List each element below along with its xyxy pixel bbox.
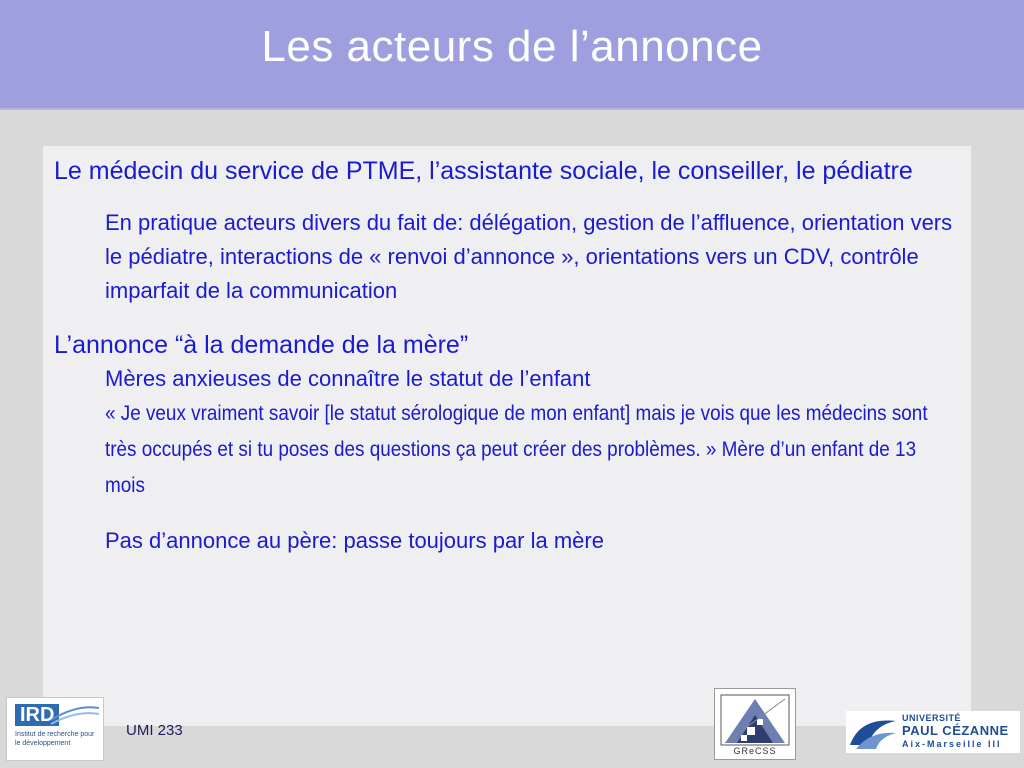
paragraph-actors: Le médecin du service de PTME, l’assistante sociale, le conseiller, le pédiatre bbox=[54, 157, 913, 185]
footer-umi: UMI 233 bbox=[126, 722, 183, 739]
upc-logo bbox=[846, 711, 1020, 753]
paragraph-mother-request: L’annonce “à la demande de la mère” bbox=[54, 331, 469, 359]
slide-title: Les acteurs de l’annonce bbox=[261, 22, 763, 71]
upc-logo-line2: PAUL CÉZANNE bbox=[902, 723, 1009, 738]
ird-logo bbox=[6, 697, 104, 761]
ird-logo-subtitle: Institut de recherche pour le développement bbox=[15, 731, 95, 747]
grecss-logo-label: GReCSS bbox=[733, 746, 777, 756]
paragraph-practice: En pratique acteurs divers du fait de: délégation, gestion de l’affluence, orientation vers le pédiatre, interactions de « renvoi d’annonce », orientations vers un CDV, contrôle imparfait de la communication bbox=[105, 210, 953, 303]
upc-logo-line1: UNIVERSITÉ bbox=[902, 713, 962, 723]
grecss-logo bbox=[714, 688, 796, 760]
paragraph-father: Pas d’annonce au père: passe toujours par la mère bbox=[105, 528, 604, 553]
upc-emblem-icon bbox=[846, 711, 900, 753]
ird-logo-letters: IRD bbox=[15, 704, 59, 726]
slide-body bbox=[54, 154, 954, 558]
ird-swoosh-icon bbox=[7, 698, 103, 760]
title-bar bbox=[0, 0, 1024, 110]
paragraph-quote: « Je veux vraiment savoir [le statut sérologique de mon enfant] mais je vois que les médecins sont très occupés et si tu poses des questions ça peut créer des problèmes. » Mère d’un enfant de 13 mois bbox=[105, 402, 928, 497]
upc-logo-line3: Aix-Marseille III bbox=[902, 739, 1002, 749]
paragraph-anxious-mothers: Mères anxieuses de connaître le statut de l’enfant bbox=[105, 366, 591, 391]
